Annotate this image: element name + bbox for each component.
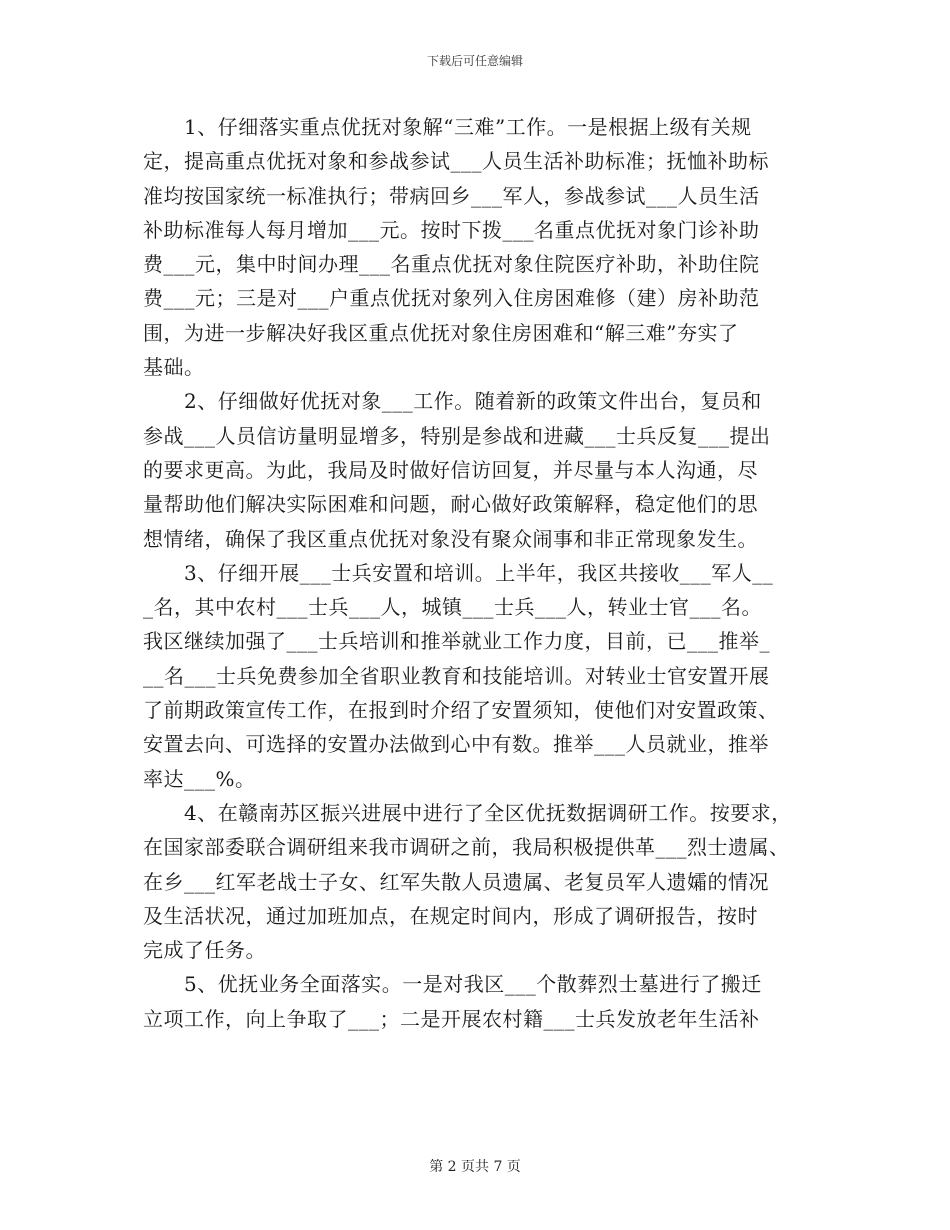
text-line: 费___元，集中时间办理___名重点优抚对象住院医疗补助，补助住院 [143,252,760,277]
paragraph-5 [143,967,808,1036]
text-line: 准均按国家统一标准执行；带病回乡___军人，参战参试___人员生活 [143,183,760,208]
paragraph-4 [143,796,808,967]
text-line: 定，提高重点优抚对象和参战参试___人员生活补助标准；抚恤补助标 [143,149,769,174]
text-line: 及生活状况，通过加班加点，在规定时间内，形成了调研报告，按时 [143,903,758,928]
text-line: 4、在赣南苏区振兴进展中进行了全区优抚数据调研工作。按要求， [143,800,792,825]
text-line: 1、仔细落实重点优抚对象解“三难”工作。一是根据上级有关规 [143,115,752,139]
text-line: 5、优抚业务全面落实。一是对我区___个散葬烈士墓进行了搬迁 [143,972,762,997]
page-header: 下载后可任意编辑 [426,54,523,68]
text-line: 2、仔细做好优抚对象___工作。随着新的政策文件出台，复员和 [143,389,762,414]
paragraph-3 [143,556,808,796]
text-line: 费___元；三是对___户重点优抚对象列入住房困难修（建）房补助范 [143,286,760,311]
text-line: 完成了任务。 [143,938,266,963]
text-line: 想情绪，确保了我区重点优抚对象没有聚众闹事和非正常现象发生。 [143,526,758,551]
text-line: 安置去向、可选择的安置办法做到心中有数。推举___人员就业，推举 [143,732,769,757]
text-line: 在国家部委联合调研组来我市调研之前，我局积极提供革___烈士遗属、 [143,835,790,860]
text-line: _名，其中农村___士兵___人，城镇___士兵___人，转业士官___名。 [143,595,762,620]
text-line: 量帮助他们解决实际困难和问题，耐心做好政策解释，稳定他们的思 [143,492,758,517]
paragraph-1 [143,110,808,384]
text-line: 了前期政策宣传工作，在报到时介绍了安置须知，使他们对安置政策、 [143,698,779,723]
text-line: 立项工作，向上争取了___；二是开展农村籍___士兵发放老年生活补 [143,1006,760,1031]
text-line: 参战___人员信访量明显增多，特别是参战和进藏___士兵反复___提出 [143,423,771,448]
document-body [143,110,808,1036]
text-line: 基础。 [143,355,205,380]
text-line: 率达___%。 [143,766,256,791]
text-line: 的要求更高。为此，我局及时做好信访回复，并尽量与本人沟通，尽 [143,457,758,482]
text-line: 我区继续加强了___士兵培训和推举就业工作力度，目前，已___推举_ [143,629,770,654]
text-line: 在乡___红军老战士子女、红军失散人员遗属、老复员军人遗孀的情况 [143,869,769,894]
text-line: 3、仔细开展___士兵安置和培训。上半年，我区共接收___军人__ [143,560,774,585]
page-footer: 第 2 页共 7 页 [429,1159,521,1175]
text-line: 补助标准每人每月增加___元。按时下拨___名重点优抚对象门诊补助 [143,217,760,242]
text-line: 围，为进一步解决好我区重点优抚对象住房困难和“解三难”夯实了 [143,320,739,345]
paragraph-2 [143,384,808,555]
text-line: __名___士兵免费参加全省职业教育和技能培训。对转业士官安置开展 [143,663,770,688]
